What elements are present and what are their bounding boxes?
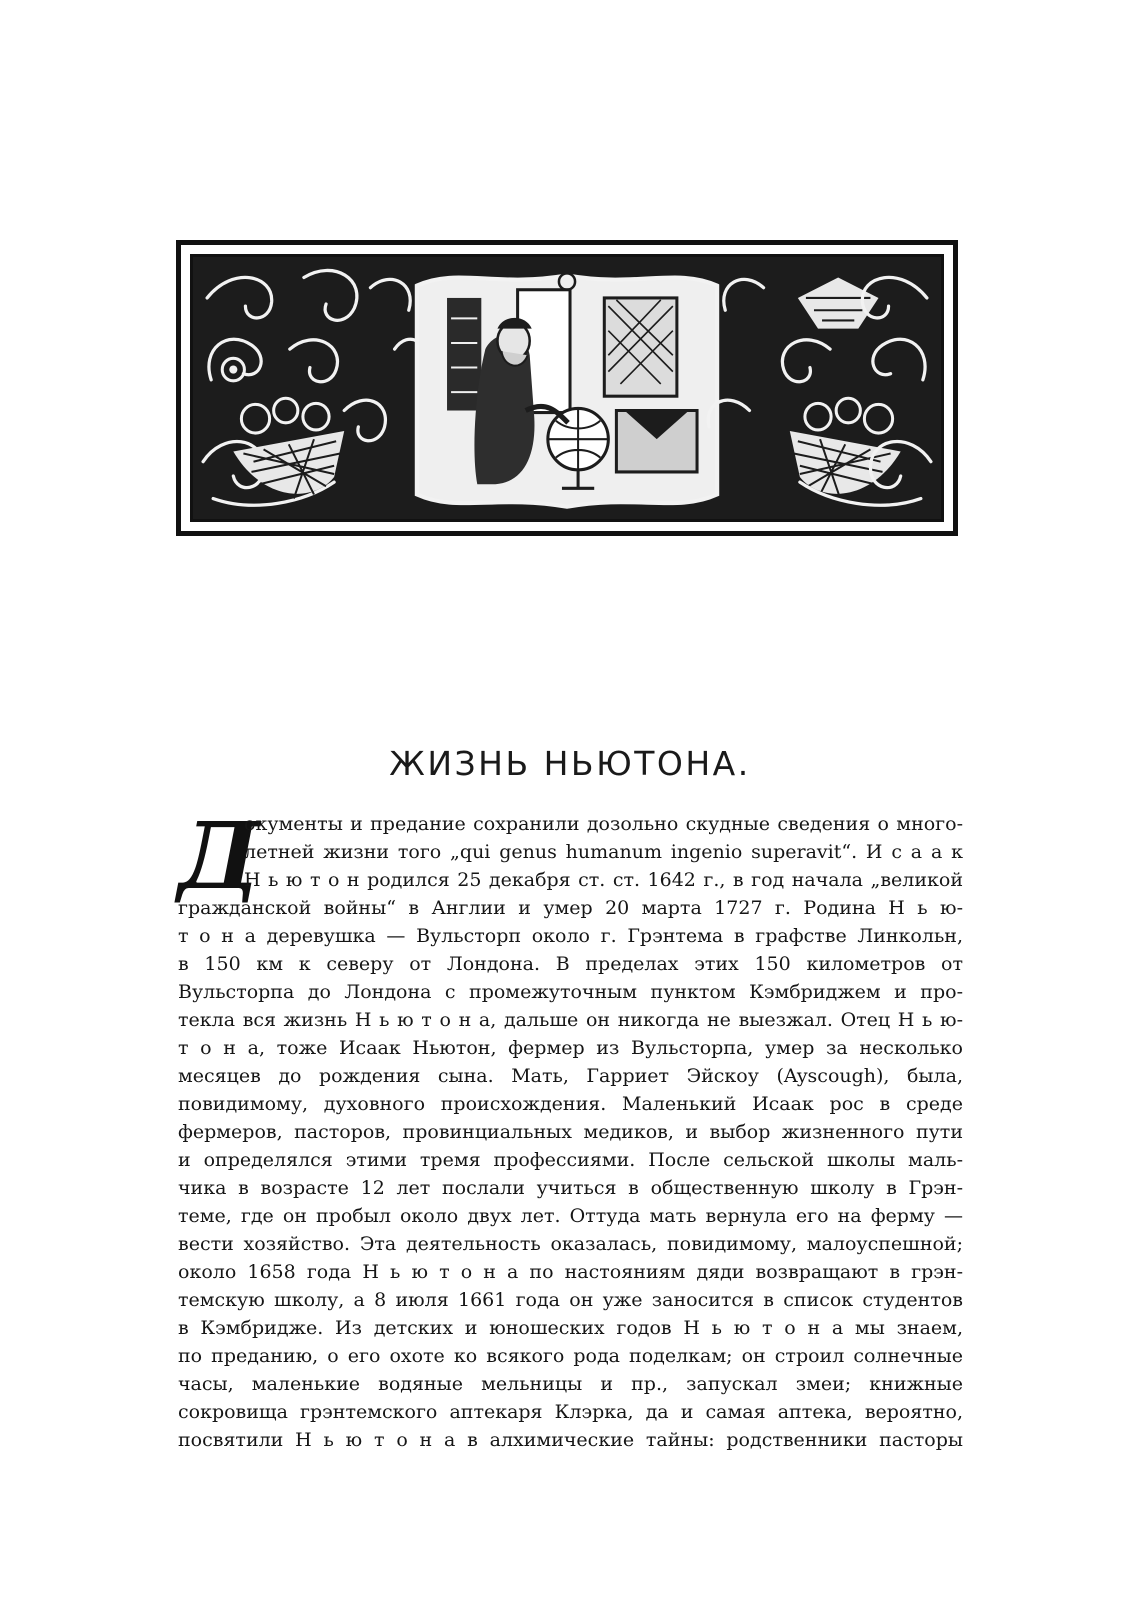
central-scene	[417, 273, 717, 506]
text-line: часы, маленькие водяные мельницы и пр., запускал змеи; книжные	[178, 1373, 963, 1395]
text-line: т о н а деревушка — Вульсторп около г. Грэнтема в графстве Линкольн,	[178, 925, 963, 947]
text-line: фермеров, пасторов, провинциальных медиков, и выбор жизненного пути	[178, 1121, 963, 1143]
text-line: Вульсторпа до Лондона с промежуточным пунктом Кэмбриджем и про-	[178, 981, 963, 1003]
text-line: теме, где он пробыл около двух лет. Оттуда мать вернула его на ферму —	[178, 1205, 963, 1227]
text-line: по преданию, о его охоте ко всякого рода поделкам; он строил солнечные	[178, 1345, 963, 1367]
text-line: Н ь ю т о н родился 25 декабря ст. ст. 1642 г., в год начала „великой	[244, 869, 963, 891]
drop-cap-initial: Д	[178, 802, 260, 910]
text-line: темскую школу, а 8 июля 1661 года он уже заносится в список студентов	[178, 1289, 963, 1311]
text-line: чика в возрасте 12 лет послали учиться в общественную школу в Грэн-	[178, 1177, 963, 1199]
text-line: и определялся этими тремя профессиями. После сельской школы маль-	[178, 1149, 963, 1171]
decorative-headpiece-engraving	[176, 240, 958, 536]
text-line: т о н а, тоже Исаак Ньютон, фермер из Вульсторпа, умер за несколько	[178, 1037, 963, 1059]
chapter-title: ЖИЗНЬ НЬЮТОНА.	[389, 744, 751, 783]
text-line: гражданской войны“ в Англии и умер 20 марта 1727 г. Родина Н ь ю-	[178, 897, 963, 919]
headpiece-illustration	[193, 257, 941, 519]
headpiece-frame	[190, 254, 944, 522]
text-line: вести хозяйство. Эта деятельность оказалась, повидимому, малоуспешной;	[178, 1233, 963, 1255]
text-line: летней жизни того „qui genus humanum ingenio superavit“. И с а а к	[244, 841, 963, 863]
text-line: повидимому, духовного происхождения. Маленький Исаак рос в среде	[178, 1093, 963, 1115]
text-line: около 1658 года Н ь ю т о н а по настояниям дяди возвращают в грэн-	[178, 1261, 963, 1283]
text-line: в 150 км к северу от Лондона. В пределах этих 150 километров от	[178, 953, 963, 975]
text-line: месяцев до рождения сына. Мать, Гарриет Эйскоу (Ayscough), была,	[178, 1065, 963, 1087]
text-line: сокровища грэнтемского аптекаря Клэрка, да и самая аптека, вероятно,	[178, 1401, 963, 1423]
text-line: окументы и предание сохранили дозольно скудные сведения о много-	[244, 813, 963, 835]
text-line: текла вся жизнь Н ь ю т о н а, дальше он никогда не выезжал. Отец Н ь ю-	[178, 1009, 963, 1031]
text-line: посвятили Н ь ю т о н а в алхимические тайны: родственники пасторы	[178, 1429, 963, 1451]
text-line: в Кэмбридже. Из детских и юношеских годов Н ь ю т о н а мы знаем,	[178, 1317, 963, 1339]
